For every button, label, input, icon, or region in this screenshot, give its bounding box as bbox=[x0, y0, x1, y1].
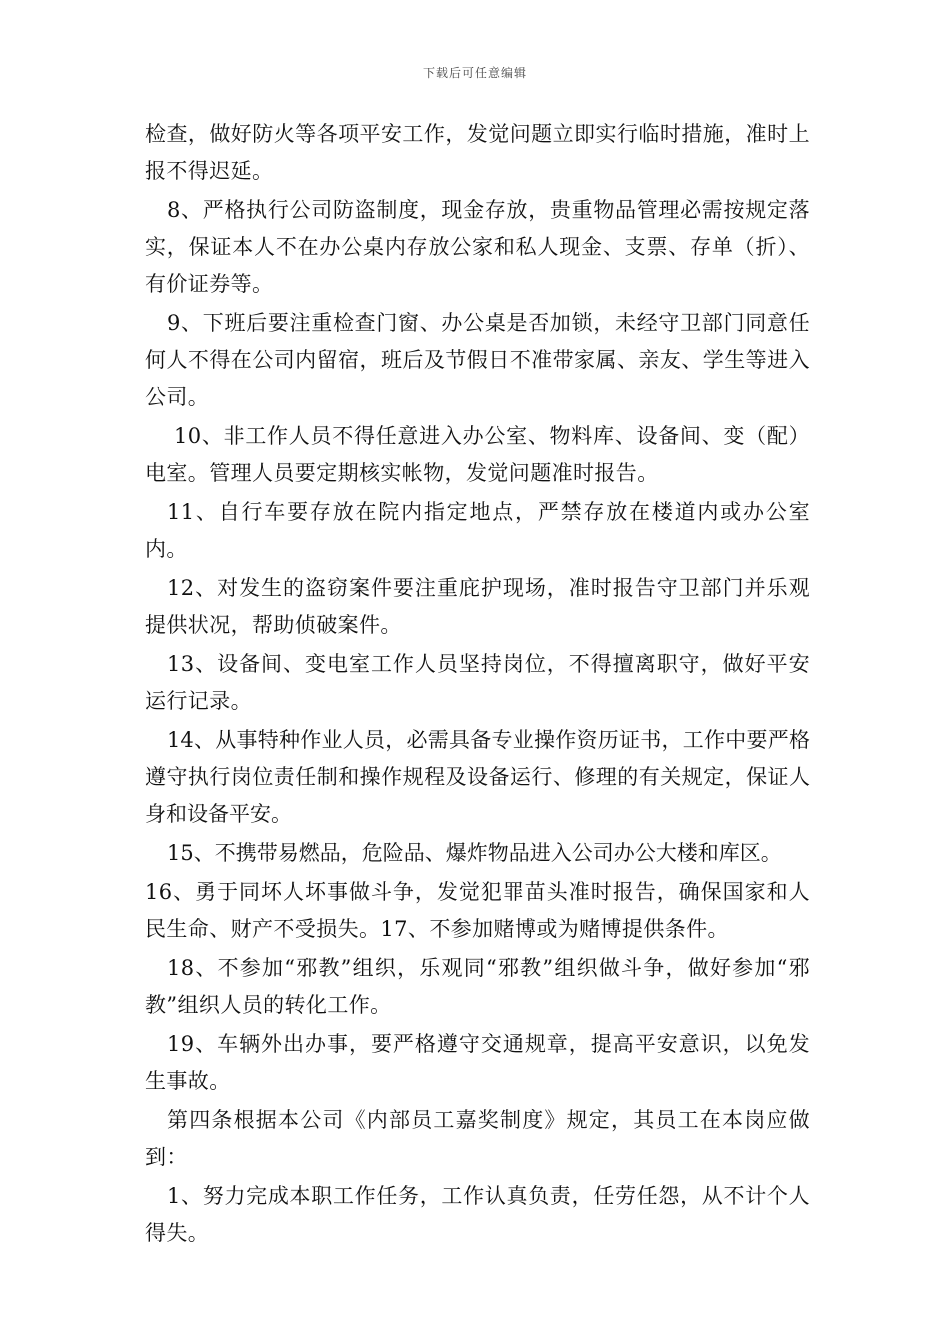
paragraph-article-4: 第四条根据本公司《内部员工嘉奖制度》规定，其员工在本岗应做到： bbox=[145, 1108, 810, 1169]
page-header: 下载后可任意编辑 bbox=[422, 66, 527, 80]
paragraph-item-8: 8、严格执行公司防盗制度，现金存放，贵重物品管理必需按规定落实，保证本人不在办公桌内存放公家和私人现金、支票、存单（折）、有价证券等。 bbox=[145, 198, 810, 296]
paragraph-item-12: 12、对发生的盗窃案件要注重庇护现场，准时报告守卫部门并乐观提供状况，帮助侦破案件。 bbox=[145, 576, 810, 637]
paragraph-article-4-item-1: 1、努力完成本职工作任务，工作认真负责，任劳任怨，从不计个人得失。 bbox=[145, 1184, 810, 1245]
paragraph-item-15: 15、不携带易燃品，危险品、爆炸物品进入公司办公大楼和库区。 bbox=[167, 841, 782, 865]
paragraph-item-13: 13、设备间、变电室工作人员坚持岗位，不得擅离职守，做好平安运行记录。 bbox=[145, 652, 810, 713]
paragraph-item-18: 18、不参加“邪教”组织，乐观同“邪教”组织做斗争，做好参加“邪教”组织人员的转化工作。 bbox=[145, 956, 810, 1017]
paragraph-item-11: 11、自行车要存放在院内指定地点，严禁存放在楼道内或办公室内。 bbox=[145, 500, 810, 561]
paragraph-item-16-17: 16、勇于同坏人坏事做斗争，发觉犯罪苗头准时报告，确保国家和人民生命、财产不受损失。17、不参加赌博或为赌博提供条件。 bbox=[145, 880, 810, 941]
paragraph-item-14: 14、从事特种作业人员，必需具备专业操作资历证书，工作中要严格遵守执行岗位责任制和操作规程及设备运行、修理的有关规定，保证人身和设备平安。 bbox=[145, 728, 810, 826]
paragraph-continuation: 检查，做好防火等各项平安工作，发觉问题立即实行临时措施，准时上报不得迟延。 bbox=[145, 122, 810, 183]
document-body bbox=[145, 116, 810, 1254]
paragraph-item-9: 9、下班后要注重检查门窗、办公桌是否加锁，未经守卫部门同意任何人不得在公司内留宿，班后及节假日不准带家属、亲友、学生等进入公司。 bbox=[145, 311, 810, 409]
paragraph-item-10: 10、非工作人员不得任意进入办公室、物料库、设备间、变（配）电室。管理人员要定期核实帐物，发觉问题准时报告。 bbox=[145, 424, 810, 485]
paragraph-item-19: 19、车辆外出办事，要严格遵守交通规章，提高平安意识，以免发生事故。 bbox=[145, 1032, 810, 1093]
